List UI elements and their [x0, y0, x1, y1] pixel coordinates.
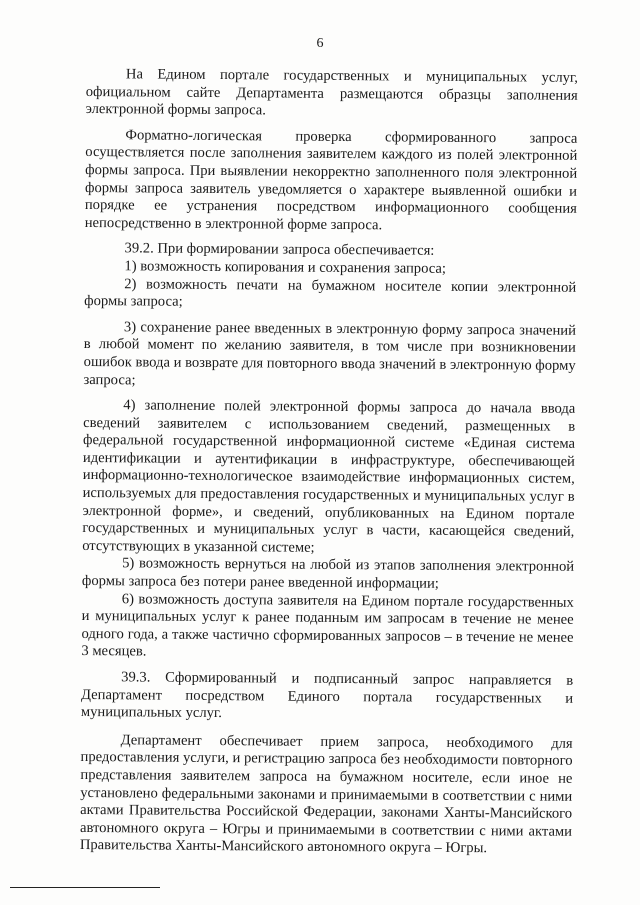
- paragraph-39-3: 39.3. Сформированный и подписанный запрос направляется в Департамент посредством Единого портала государственных и муниципальных услуг.: [80, 669, 574, 722]
- list-item-1: 1) возможность копирования и сохранения запроса;: [124, 258, 447, 277]
- page-number: 6: [316, 36, 324, 51]
- paragraph-department-reception: Департамент обеспечивает прием запроса, необходимого для предоставления услуги, и регистрацию запроса без необходимости повторного представления заявителем запроса на бумажном носителе, если иное не установлено федеральными законами и принимаемыми в соответствии с ними актами Правительства Российской Федерации, законами Ханты-Мансийского автономного округа – Югры и принимаемыми в соответствии с ними актами Правительства Ханты-Мансийского автономного округа – Югры.: [79, 732, 573, 857]
- footnote-divider: [10, 887, 160, 888]
- paragraph-format-check: Форматно-логическая проверка сформированного запроса осуществляется после заполнения заявителем каждого из полей электронной формы запроса. При выявлении некорректно заполненного поля электронной формы запроса заявитель уведомляется о характере выявленной ошибки и порядке ее устранения посредством информационного сообщения непосредственно в электронной форме запроса.: [84, 127, 578, 234]
- list-item-3: 3) сохранение ранее введенных в электронную форму запроса значений в любой момент по желанию заявителя, в том числе при возникновении ошибок ввода и возврате для повторного ввода значений в электронную форму запроса;: [83, 319, 576, 388]
- paragraph-portal-samples: На Едином портале государственных и муниципальных услуг, официальном сайте Департамента размещаются образцы заполнения электронной формы запроса.: [85, 66, 578, 119]
- document-body: [80, 66, 578, 867]
- list-item-4: 4) заполнение полей электронной формы запроса до начала ввода сведений заявителем с использованием сведений, размещенных в федеральной государственной информационной системе «Единая система идентификации и аутентификации в инфраструктуре, обеспечивающей информационно-технологическое взаимодействие информационных систем, используемых для предоставления государственных и муниципальных услуг в электронной форме», и сведений, опубликованных на Едином портале государственных и муниципальных услуг в части, касающейся сведений, отсутствующих в указанной системе;: [82, 397, 576, 556]
- paragraph-39-2-heading: 39.2. При формировании запроса обеспечивается:: [124, 240, 435, 260]
- list-item-2: 2) возможность печати на бумажном носителе копии электронной формы запроса;: [84, 275, 577, 310]
- list-item-6: 6) возможность доступа заявителя на Едином портале государственных и муниципальных услуг к ранее поданным им запросам в течение не менее одного года, а также частично сформированных запросов – в течение не менее 3 месяцев.: [81, 590, 574, 660]
- list-item-5: 5) возможность вернуться на любой из этапов заполнения электронной формы запроса без потери ранее введенной информации;: [81, 555, 575, 592]
